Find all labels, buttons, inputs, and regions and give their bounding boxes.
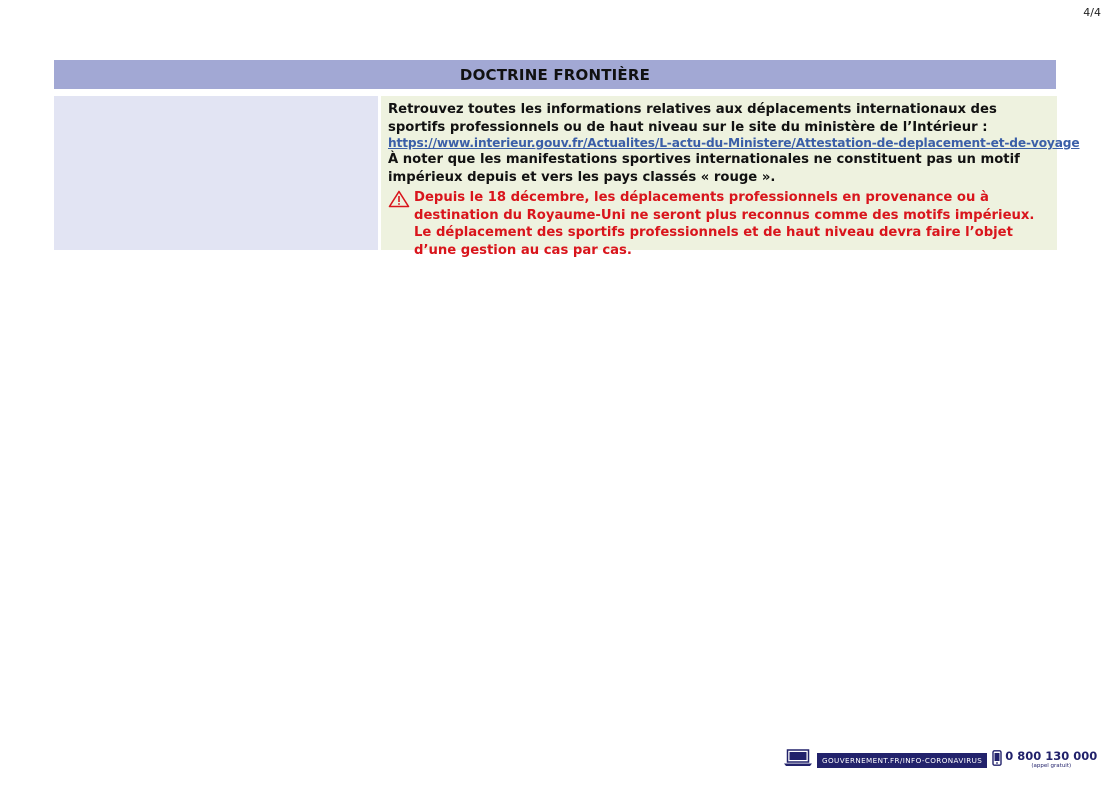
phone-number[interactable]: 0 800 130 000 <box>1005 749 1098 763</box>
footer <box>783 750 1097 770</box>
warning-text: Depuis le 18 décembre, les déplacements professionnels en provenance ou à destination du Royaume-Uni ne seront plus reconnus comme des motifs impérieux. Le déplacement des sportifs professionnels et de haut niveau devra faire l’objet d’une gestion au cas par cas. <box>414 190 1035 258</box>
section-title: DOCTRINE FRONTIÈRE <box>459 65 651 84</box>
page-number: 4/4 <box>1083 6 1101 19</box>
website-banner[interactable]: GOUVERNEMENT.FR/INFO-CORONAVIRUS <box>817 753 987 768</box>
left-empty-cell <box>54 96 378 250</box>
interieur-link[interactable]: https://www.interieur.gouv.fr/Actualites/L-actu-du-Ministere/Attestation-de-deplacement-et-de-voyage <box>388 136 1080 150</box>
phone-note: (appel gratuit) <box>1031 762 1072 769</box>
phone-icon <box>987 750 1005 770</box>
section-header <box>54 60 1056 89</box>
note-text: À noter que les manifestations sportives internationales ne constituent pas un motif impérieux depuis et vers les pays classés « rouge ». <box>388 152 1020 185</box>
warning-triangle-icon <box>388 190 414 259</box>
phone-block <box>1005 751 1097 769</box>
intro-text: Retrouvez toutes les informations relatives aux déplacements internationaux des sportifs professionnels ou de haut niveau sur le site du ministère de l’Intérieur : <box>388 102 997 135</box>
laptop-icon <box>783 749 817 771</box>
warning-block <box>388 189 1051 259</box>
content-cell <box>381 96 1080 258</box>
